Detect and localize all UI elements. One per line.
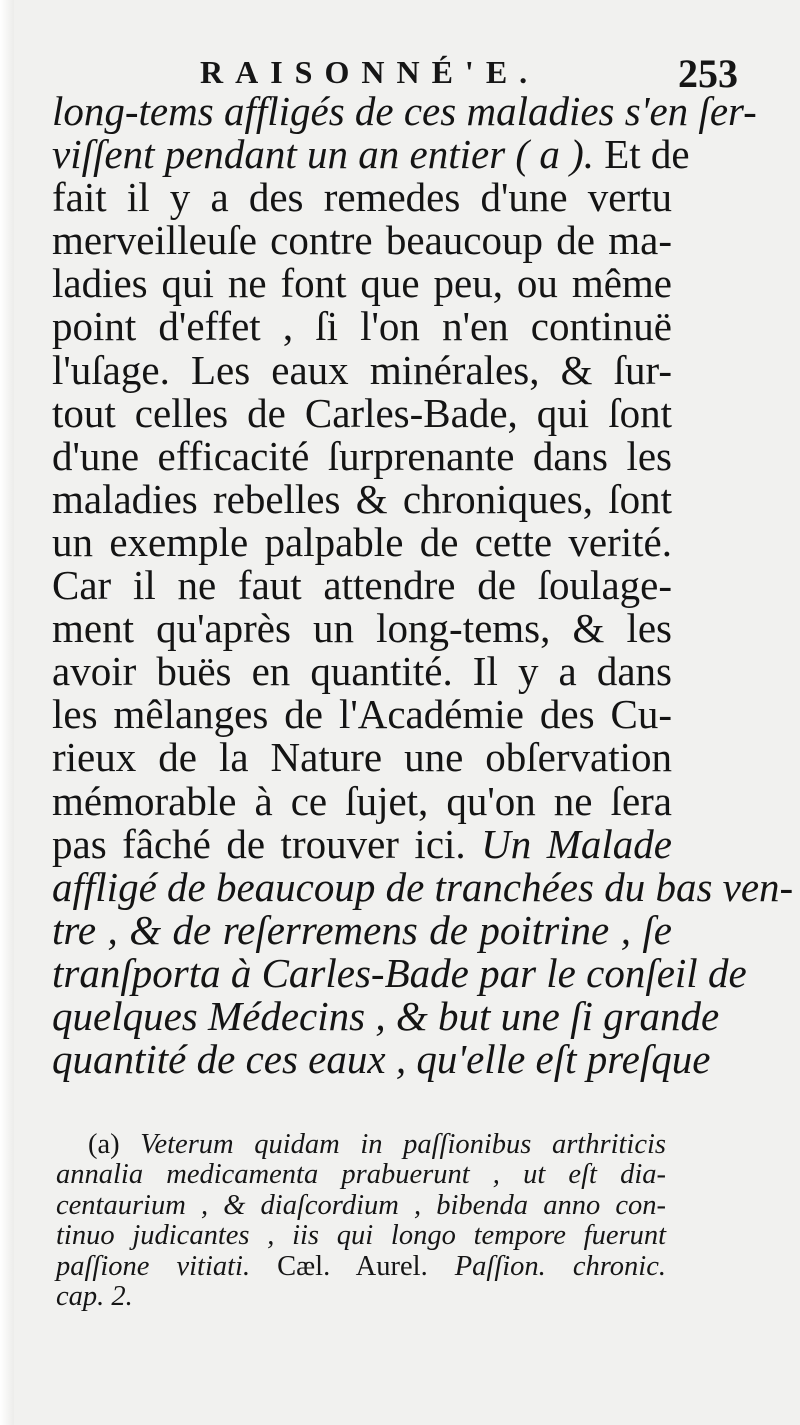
text-segment: tre , & de reſerremens de poitrine , ſe <box>52 906 672 953</box>
text-line <box>52 949 747 996</box>
text-segment: tout celles de Carles-Bade, qui ſont <box>52 389 672 436</box>
text-segment: Veterum quidam in paſſionibus arthriticis <box>140 1129 666 1160</box>
text-line <box>52 863 794 910</box>
body-text <box>52 88 794 1083</box>
text-line <box>52 262 672 305</box>
text-segment: Cæl. Aurel. <box>277 1250 455 1282</box>
text-line <box>52 777 672 824</box>
text-line <box>52 736 672 779</box>
text-line <box>52 693 672 736</box>
text-segment: viſſent pendant un an entier ( a ). <box>52 131 605 178</box>
text-segment: mémorable à ce ſujet, qu'on ne ſera <box>52 777 672 824</box>
text-line <box>52 564 672 607</box>
text-segment: Car il ne faut attendre de ſoulage- <box>52 562 672 609</box>
text-segment: les mêlanges de l'Académie des Cu- <box>52 691 672 738</box>
text-segment: long-tems affligés de ces maladies s'en ſer- <box>52 88 757 134</box>
text-line <box>52 305 672 348</box>
text-segment: l'uſage. Les eaux minérales, & ſur- <box>52 346 672 393</box>
text-segment: pas fâché de trouver ici. <box>52 820 482 867</box>
text-line <box>52 219 672 262</box>
text-line <box>52 88 757 134</box>
text-line <box>52 650 672 693</box>
text-segment: merveilleuſe contre beaucoup de ma- <box>52 217 672 264</box>
text-segment: point d'effet , ſi l'on n'en continuë <box>52 303 672 350</box>
text-segment: annalia medicamenta prabuerunt , ut eſt dia- <box>56 1159 666 1191</box>
footnote-line <box>56 1191 666 1221</box>
text-line <box>52 176 672 219</box>
footnote-line <box>56 1252 666 1282</box>
footnote-line <box>56 1130 666 1160</box>
text-segment: ladies qui ne font que peu, ou même <box>52 260 672 307</box>
text-segment: un exemple palpable de cette verité. <box>52 518 672 565</box>
text-line <box>52 820 672 867</box>
text-segment: maladies rebelles & chroniques, ſont <box>52 475 672 522</box>
footnote <box>56 1130 666 1312</box>
text-segment: fait il y a des remedes d'une vertu <box>52 174 672 221</box>
text-segment: rieux de la Nature une obſervation <box>52 734 672 781</box>
text-segment: (a) <box>88 1129 141 1160</box>
text-line <box>52 607 672 650</box>
text-segment: centaurium , & diaſcordium , bibenda anno con- <box>56 1189 666 1221</box>
text-line <box>52 475 672 522</box>
text-segment: d'une efficacité ſurprenante dans les <box>52 432 672 479</box>
text-line <box>52 992 720 1039</box>
text-segment: tranſporta à Carles-Bade par le conſeil de <box>52 949 747 996</box>
text-segment: avoir buës en quantité. Il y a dans <box>52 648 672 695</box>
text-line <box>52 389 672 436</box>
page-number: 253 <box>678 51 738 96</box>
text-line <box>52 131 690 178</box>
text-segment: tinuo judicantes , iis qui longo tempore fuerunt <box>56 1220 666 1252</box>
page-gutter-edge <box>0 0 14 1425</box>
footnote-line <box>56 1282 666 1312</box>
text-line <box>52 518 672 565</box>
text-segment: quantité de ces eaux , qu'elle eſt preſque <box>52 1036 711 1083</box>
text-segment: ment qu'après un long-tems, & les <box>52 605 672 652</box>
text-segment: paſſione vitiati. <box>56 1250 278 1282</box>
running-title: RAISONNÉ'E. <box>200 54 540 90</box>
text-line <box>52 346 672 393</box>
text-line <box>52 1036 711 1083</box>
text-segment: Et de <box>604 131 690 178</box>
text-segment: Un Malade <box>481 820 672 867</box>
text-segment: Paſſion. chronic. <box>454 1250 666 1282</box>
footnote-line <box>56 1160 666 1190</box>
text-segment: cap. 2. <box>56 1280 133 1312</box>
footnote-line <box>56 1221 666 1251</box>
text-line <box>52 432 672 479</box>
text-segment: quelques Médecins , & but une ſi grande <box>52 992 720 1039</box>
text-line <box>52 906 672 953</box>
text-segment: affligé de beaucoup de tranchées du bas ven- <box>52 863 794 910</box>
